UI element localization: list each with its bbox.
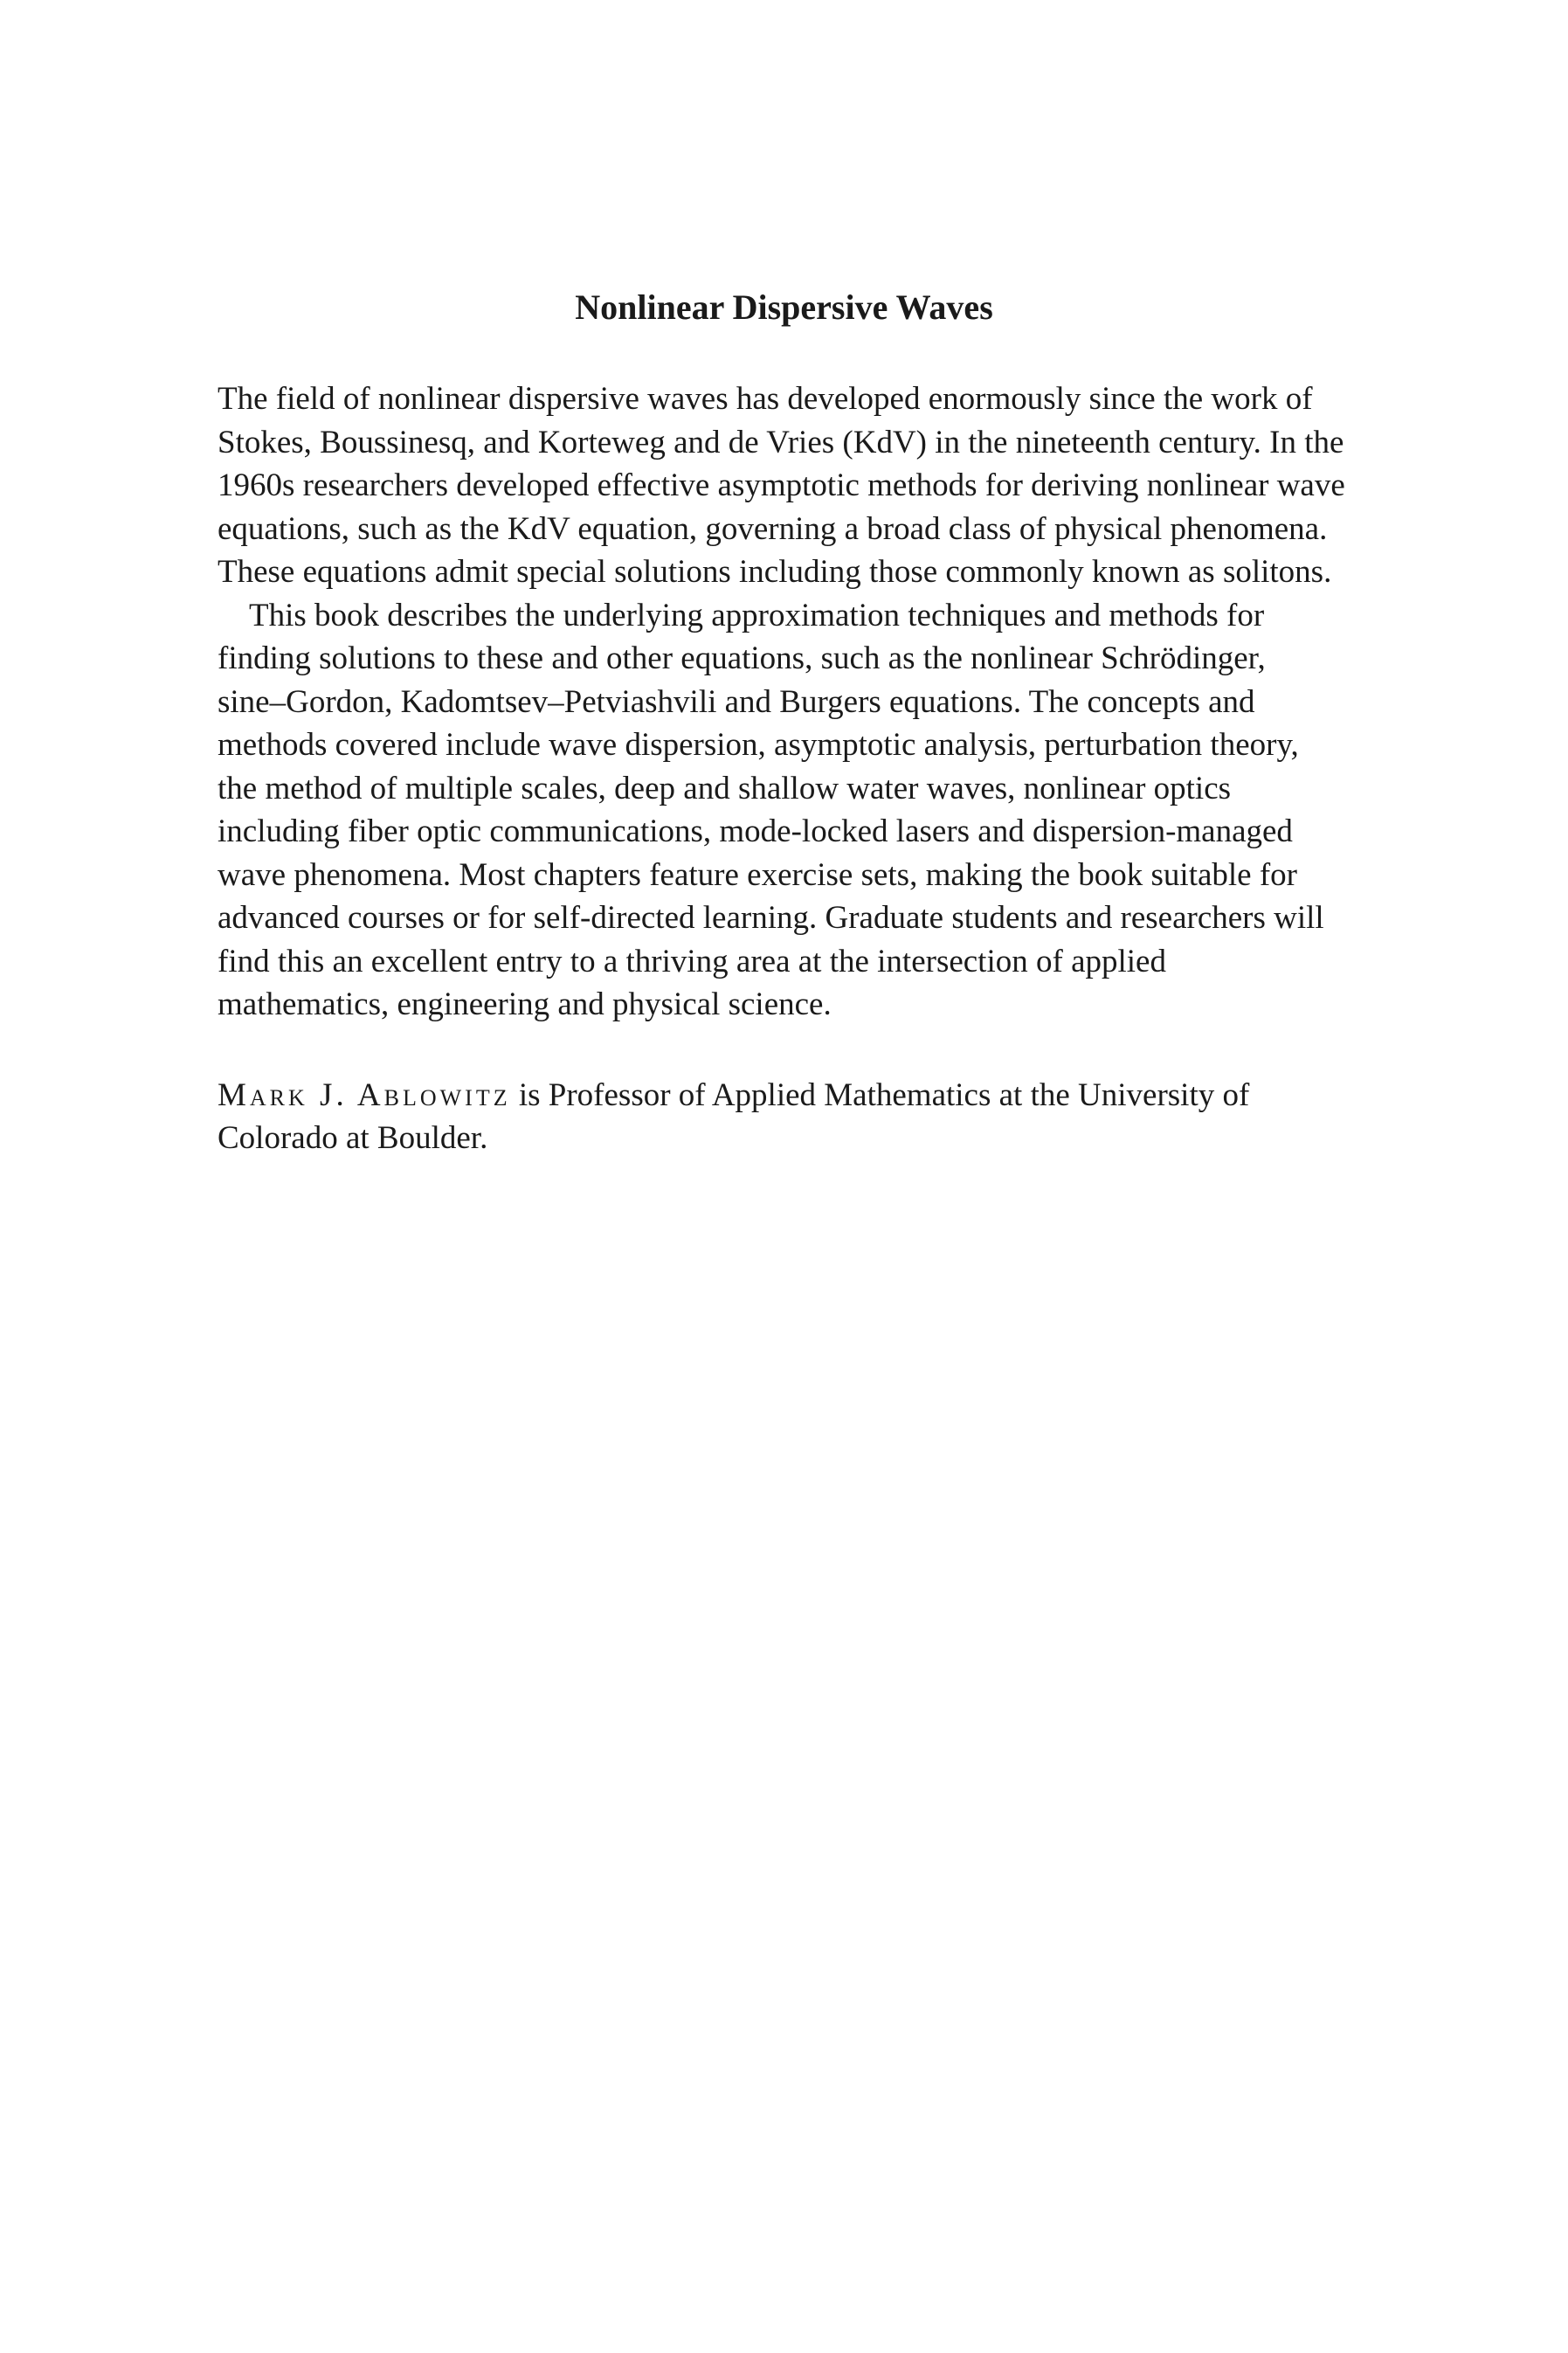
author-name: Mark J. Ablowitz	[218, 1076, 511, 1113]
author-bio-text: is Professor of Applied Mathematics at the University of	[510, 1076, 1250, 1113]
text-line: Stokes, Boussinesq, and Korteweg and de Vries (KdV) in the nineteenth century. In the	[218, 424, 1344, 460]
text-line: mathematics, engineering and physical science.	[218, 986, 832, 1022]
description-block	[218, 377, 1364, 1160]
text-line: advanced courses or for self-directed learning. Graduate students and researchers will	[218, 900, 1324, 936]
text-line: 1960s researchers developed effective asymptotic methods for deriving nonlinear wave	[218, 467, 1345, 503]
text-line: equations, such as the KdV equation, governing a broad class of physical phenomena.	[218, 510, 1328, 547]
description-paragraph-2	[218, 594, 1364, 1027]
description-paragraph-1	[218, 377, 1364, 594]
text-line: These equations admit special solutions including those commonly known as solitons.	[218, 554, 1332, 590]
text-line: methods covered include wave dispersion, asymptotic analysis, perturbation theory,	[218, 727, 1299, 763]
text-line: finding solutions to these and other equations, such as the nonlinear Schrödinger,	[218, 640, 1266, 676]
author-bio-line	[218, 1074, 1364, 1118]
page-title: Nonlinear Dispersive Waves	[575, 287, 993, 327]
text-line: find this an excellent entry to a thriving area at the intersection of applied	[218, 943, 1166, 979]
text-line: The field of nonlinear dispersive waves has developed enormously since the work of	[218, 381, 1313, 417]
text-line: wave phenomena. Most chapters feature exercise sets, making the book suitable for	[218, 856, 1297, 893]
author-bio	[218, 1074, 1364, 1160]
text-line: sine–Gordon, Kadomtsev–Petviashvili and Burgers equations. The concepts and	[218, 683, 1255, 720]
text-line: This book describes the underlying approximation techniques and methods for	[249, 597, 1265, 633]
text-line: the method of multiple scales, deep and shallow water waves, nonlinear optics	[218, 770, 1232, 806]
text-line: including fiber optic communications, mode-locked lasers and dispersion-managed	[218, 813, 1293, 849]
author-bio-line: Colorado at Boulder.	[218, 1120, 488, 1156]
